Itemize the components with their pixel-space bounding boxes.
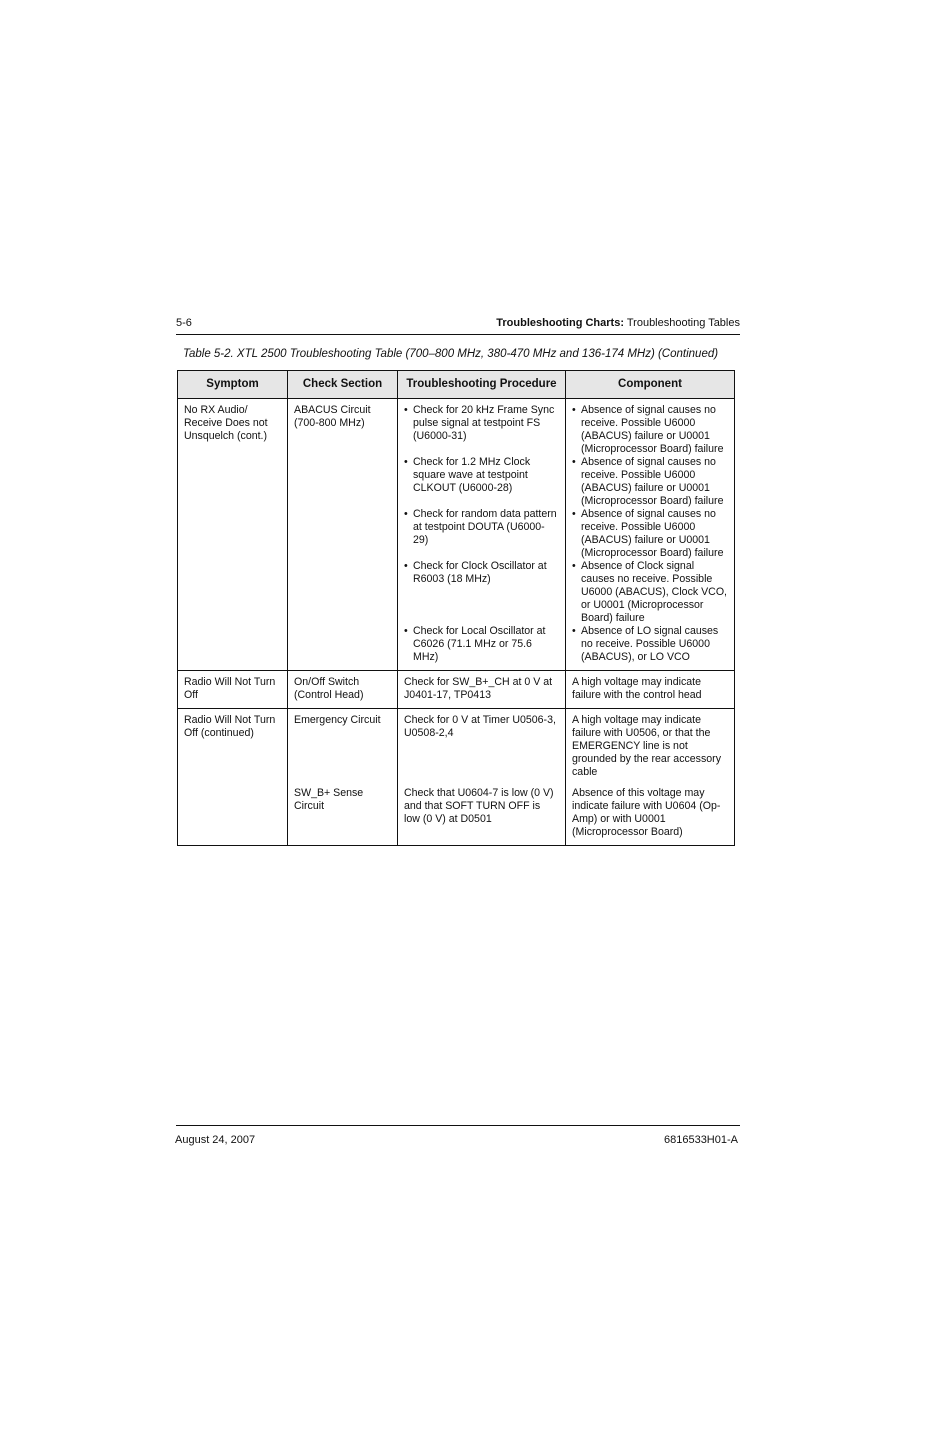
column-header-symptom: Symptom [178,371,288,399]
procedure-text: Check for 20 kHz Frame Sync pulse signal at testpoint FS (U6000-31) [413,404,555,442]
procedure-cell: Check for SW_B+_CH at 0 V at J0401-17, TP0413 [398,671,566,709]
bullet: • [572,404,576,416]
component-cell [566,456,735,508]
footer-rule [176,1125,740,1126]
component-cell [566,625,735,671]
bullet: • [572,625,576,637]
component-cell [566,399,735,457]
table-row [178,671,735,709]
component-text: Absence of signal causes no receive. Possible U6000 (ABACUS) failure or U0001 (Microprocessor Board) failure [581,456,724,507]
running-header-section: Troubleshooting Charts: [496,317,624,329]
check-section-cell: SW_B+ Sense Circuit [288,787,398,846]
table-row [178,709,735,788]
table-header-row [178,371,735,399]
component-text: Absence of signal causes no receive. Possible U6000 (ABACUS) failure or U0001 (Microprocessor Board) failure [581,404,724,455]
component-text: Absence of Clock signal causes no receive. Possible U6000 (ABACUS), Clock VCO, or U0001 (Microprocessor Board) failure [581,560,728,624]
table-caption: Table 5-2. XTL 2500 Troubleshooting Table (700–800 MHz, 380-470 MHz and 136-174 MHz) (Continued) [183,348,719,360]
bullet: • [404,508,408,520]
procedure-cell [398,625,566,671]
table-row [178,399,735,457]
procedure-cell [398,456,566,508]
component-cell: A high voltage may indicate failure with the control head [566,671,735,709]
bullet: • [572,508,576,520]
header-rule [176,334,740,335]
procedure-cell [398,508,566,560]
column-header-procedure: Troubleshooting Procedure [398,371,566,399]
component-cell [566,560,735,625]
procedure-cell: Check for 0 V at Timer U0506-3, U0508-2,4 [398,709,566,788]
bullet: • [404,404,408,416]
page-number: 5-6 [176,317,192,329]
procedure-text: Check for random data pattern at testpoint DOUTA (U6000-29) [413,508,557,546]
check-section-cell: Emergency Circuit [288,709,398,788]
check-section-cell: On/Off Switch (Control Head) [288,671,398,709]
column-header-component: Component [566,371,735,399]
procedure-text: Check for 1.2 MHz Clock square wave at testpoint CLKOUT (U6000-28) [413,456,531,494]
component-text: Absence of LO signal causes no receive. Possible U6000 (ABACUS), or LO VCO [581,625,719,663]
symptom-cell: Radio Will Not Turn Off [178,671,288,709]
running-header [496,317,740,329]
bullet: • [404,625,408,637]
footer-date: August 24, 2007 [175,1134,256,1146]
bullet: • [404,456,408,468]
component-cell: A high voltage may indicate failure with U0506, or that the EMERGENCY line is not grounded by the rear accessory cable [566,709,735,788]
procedure-cell [398,560,566,625]
check-section-cell: ABACUS Circuit (700-800 MHz) [288,399,398,671]
symptom-cell: Radio Will Not Turn Off (continued) [178,709,288,846]
component-cell: Absence of this voltage may indicate failure with U0604 (Op-Amp) or with U0001 (Microprocessor Board) [566,787,735,846]
procedure-cell [398,399,566,457]
troubleshooting-table [177,370,735,846]
symptom-cell: No RX Audio/ Receive Does not Unsquelch (cont.) [178,399,288,671]
footer-doc-number: 6816533H01-A [663,1134,738,1146]
bullet: • [572,456,576,468]
bullet: • [572,560,576,572]
bullet: • [404,560,408,572]
column-header-check-section: Check Section [288,371,398,399]
procedure-cell: Check that U0604-7 is low (0 V) and that SOFT TURN OFF is low (0 V) at D0501 [398,787,566,846]
component-cell [566,508,735,560]
procedure-text: Check for Clock Oscillator at R6003 (18 MHz) [413,560,547,585]
running-header-subsection: Troubleshooting Tables [624,317,740,329]
procedure-text: Check for Local Oscillator at C6026 (71.1 MHz or 75.6 MHz) [413,625,546,663]
component-text: Absence of signal causes no receive. Possible U6000 (ABACUS) failure or U0001 (Microprocessor Board) failure [581,508,724,559]
